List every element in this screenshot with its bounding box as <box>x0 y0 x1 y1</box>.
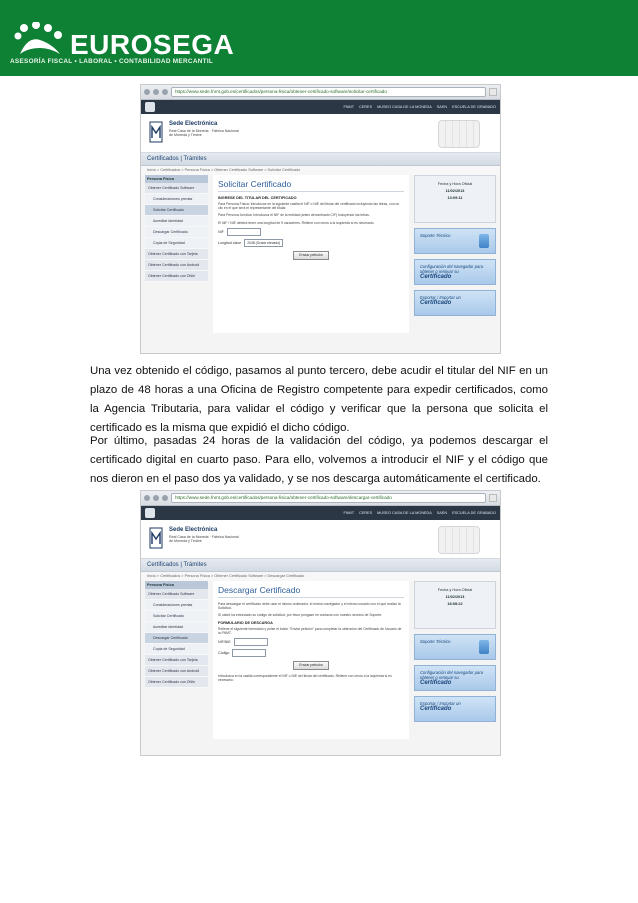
browser-config-button[interactable] <box>414 665 496 691</box>
menu-icon[interactable] <box>489 88 497 96</box>
reload-icon[interactable] <box>162 495 168 501</box>
official-date: 11/02/2013 <box>445 189 465 193</box>
section-title: FORMULARIO DE DESCARGA <box>218 620 273 625</box>
export-import-button[interactable] <box>414 290 496 316</box>
back-icon[interactable] <box>144 89 150 95</box>
browser-toolbar <box>141 491 500 506</box>
breadcrumb: Inicio > Certificados > Persona Física > Obtener Certificado Software > Descargar Certificado <box>141 572 500 581</box>
sidebar-item[interactable]: Acreditar identidad <box>145 216 208 227</box>
brand-name: EUROSEGA <box>70 29 235 60</box>
main-menu[interactable]: Certificados | Trámites <box>141 153 500 166</box>
topnav-item[interactable]: CERES <box>359 511 373 515</box>
back-icon[interactable] <box>144 495 150 501</box>
export-import-button[interactable] <box>414 696 496 722</box>
page-content <box>141 175 500 333</box>
export-import-label: Exportar / Importar un <box>420 701 461 706</box>
browser-config-strong: Certificado <box>420 274 452 280</box>
body-text: Rellene el siguiente formulario y pulse el botón "Enviar petición" para completar la obtención del Certificado de Usuario de la FNMT. <box>218 626 402 635</box>
sidebar-item[interactable]: Acreditar identidad <box>145 622 208 633</box>
topnav-item[interactable]: ESCUELA DE GRABADO <box>452 105 496 109</box>
screenshot-solicitar <box>140 84 501 354</box>
official-time: 13:09:11 <box>447 196 463 200</box>
support-button[interactable] <box>414 228 496 254</box>
site-topbar <box>141 100 500 114</box>
right-column <box>414 175 496 333</box>
date-label: Fecha y Hora Oficial <box>437 182 473 186</box>
sidebar-item[interactable]: Copia de Seguridad <box>145 238 208 249</box>
official-date: 11/02/2013 <box>445 595 465 599</box>
nif-field-row <box>218 228 404 236</box>
key-length-row <box>218 239 404 247</box>
browser-toolbar <box>141 85 500 100</box>
send-request-button[interactable]: Enviar petición <box>293 251 329 260</box>
sidebar-item[interactable]: Obtener Certificado con Tarjeta <box>145 655 208 666</box>
reload-icon[interactable] <box>162 89 168 95</box>
brand-tagline: ASESORÍA FISCAL • LABORAL • CONTABILIDAD MERCANTIL <box>10 58 214 65</box>
section-title: INGRESE DEL TITULAR DEL CERTIFICADO <box>218 196 297 200</box>
key-length-label: Longitud clave <box>218 240 242 245</box>
sidebar-item[interactable]: Solicitar Certificado <box>145 611 208 622</box>
page-title: Descargar Certificado <box>218 585 404 598</box>
sede-subtitle: Real Casa de la Moneda · Fábrica Nacional de Moneda y Timbre <box>169 535 239 544</box>
main-panel <box>213 175 409 333</box>
topnav-item[interactable]: MUSEO CASA DE LA MONEDA <box>377 105 432 109</box>
sede-header <box>141 520 500 559</box>
support-label: Soporte Técnico <box>420 233 451 238</box>
fnmt-emblem-icon <box>149 526 163 550</box>
menu-icon[interactable] <box>489 494 497 502</box>
sidebar-item-active[interactable]: Solicitar Certificado <box>145 205 208 216</box>
sidebar-item[interactable]: Obtener Certificado con Android <box>145 260 208 271</box>
sidebar-item[interactable]: Obtener Certificado con DNIe <box>145 677 208 688</box>
date-label: Fecha y Hora Oficial <box>437 588 473 592</box>
nif-input[interactable] <box>227 228 261 236</box>
nif-field-row <box>218 638 404 646</box>
topnav-item[interactable]: SAEN <box>436 511 448 515</box>
sede-subtitle: Real Casa de la Moneda · Fábrica Nacional de Moneda y Timbre <box>169 129 239 138</box>
topnav-item[interactable]: FNMT <box>343 511 355 515</box>
browser-config-strong: Certificado <box>420 680 452 686</box>
nif-input[interactable] <box>234 638 268 646</box>
topnav-item[interactable]: ESCUELA DE GRABADO <box>452 511 496 515</box>
support-button[interactable] <box>414 634 496 660</box>
support-label: Soporte Técnico <box>420 639 451 644</box>
paragraph-validation: Una vez obtenido el código, pasamos al punto tercero, debe acudir el titular del NIF en un plazo de 48 horas a una Oficina de Registro competente para expedir certificados, como la Agencia Tributaria, para validar el código y verificar que la persona que solicita el certificado es la misma que expidió el dicho código. <box>90 365 548 434</box>
browser-config-label: Configuración del navegador para obtener o renovar su <box>420 670 484 680</box>
body-text: Para Persona Jurídica: Introduzca el NIF de la entidad (antes denominado CIF) incluyendo las letras. <box>218 213 370 218</box>
forward-icon[interactable] <box>153 495 159 501</box>
sidebar-item[interactable]: Obtener Certificado Software <box>145 183 208 194</box>
body-text: Si usted ha extraviado su código de solicitud, por favor póngase en contacto con nuestro servicio de Soporte. <box>218 613 383 618</box>
body-text: El NIF / NIE deberá tener una longitud de 9 caracteres. Rellene con ceros a la izquierda si es necesario. <box>218 220 375 225</box>
card-chip-icon <box>438 120 480 148</box>
eurosega-logo-icon <box>14 22 66 58</box>
page-content <box>141 581 500 739</box>
crest-icon <box>145 508 155 518</box>
page-title: Solicitar Certificado <box>218 179 404 192</box>
sidebar-item[interactable]: Obtener Certificado Software <box>145 589 208 600</box>
main-panel <box>213 581 409 739</box>
address-bar[interactable]: https://www.sede.fnmt.gob.es/certificados/persona-fisica/obtener-certificado-software/solicitar-certificado <box>171 87 486 97</box>
right-column <box>414 581 496 739</box>
nif-label: NIF <box>218 229 224 234</box>
sede-title: Sede Electrónica <box>169 527 218 533</box>
export-import-strong: Certificado <box>420 300 452 306</box>
body-text: Para Persona Física: Introduzca en la siguiente casilla el NIF o NIE del titular del certificado incluyendo las letras, con un clic en el que será el representante del titular. <box>218 202 400 211</box>
topnav-item[interactable]: CERES <box>359 105 373 109</box>
sede-title: Sede Electrónica <box>169 121 218 127</box>
topnav-item[interactable]: FNMT <box>343 105 355 109</box>
code-field-row <box>218 649 404 657</box>
breadcrumb: Inicio > Certificados > Persona Física > Obtener Certificado Software > Solicitar Certificado <box>141 166 500 175</box>
sede-header <box>141 114 500 153</box>
sidebar-item-active[interactable]: Descargar Certificado <box>145 633 208 644</box>
export-import-strong: Certificado <box>420 706 452 712</box>
support-icon <box>479 234 489 248</box>
sidebar-header: Persona Física <box>145 581 208 589</box>
official-date-box <box>414 581 496 629</box>
card-chip-icon <box>438 526 480 554</box>
fnmt-emblem-icon <box>149 120 163 144</box>
top-nav <box>343 511 496 515</box>
site-topbar <box>141 506 500 520</box>
sidebar-item[interactable]: Copia de Seguridad <box>145 644 208 655</box>
code-label: Código <box>218 651 230 656</box>
body-text: Para descargar el certificado debe usar el mismo ordenador, el mismo navegador y el mismo usuario con el que realizó la Solicitud. <box>218 602 401 611</box>
browser-config-label: Configuración del navegador para obtener o renovar su <box>420 264 484 274</box>
paragraph-download: Por último, pasadas 24 horas de la validación del código, ya podemos descargar el certificado digital en cuarto paso. Para ello, volvemos a introducir el NIF y el código que nos dieron en el paso dos ya validado, y se nos descarga automáticamente el certificado. <box>90 435 548 485</box>
sidebar-item[interactable]: Obtener Certificado con DNIe <box>145 271 208 282</box>
sidebar-item[interactable]: Consideraciones previas <box>145 194 208 205</box>
official-time: 18:08:22 <box>447 602 463 606</box>
code-input[interactable] <box>232 649 266 657</box>
body-text: Introduzca en la casilla correspondiente el NIF o NIE del titular del certificado. Rellene con ceros a la izquierda si es necesario. <box>218 674 392 683</box>
nif-label: NIF/NIE <box>218 640 231 645</box>
screenshot-descargar <box>140 490 501 756</box>
crest-icon <box>145 102 155 112</box>
main-menu[interactable]: Certificados | Trámites <box>141 559 500 572</box>
send-request-button[interactable]: Enviar petición <box>293 661 329 670</box>
sidebar-item[interactable]: Descargar Certificado <box>145 227 208 238</box>
export-import-label: Exportar / Importar un <box>420 295 461 300</box>
sidebar-item[interactable]: Obtener Certificado con Tarjeta <box>145 249 208 260</box>
support-icon <box>479 640 489 654</box>
key-length-select[interactable]: 2048 (Grado elevado) <box>244 239 283 247</box>
sidebar <box>145 581 208 739</box>
topnav-item[interactable]: MUSEO CASA DE LA MONEDA <box>377 511 432 515</box>
browser-config-button[interactable] <box>414 259 496 285</box>
address-bar[interactable]: https://www.sede.fnmt.gob.es/certificados/persona-fisica/obtener-certificado-software/descargar-certificado <box>171 493 486 503</box>
header-banner <box>0 0 638 76</box>
topnav-item[interactable]: SAEN <box>436 105 448 109</box>
sidebar-item[interactable]: Consideraciones previas <box>145 600 208 611</box>
sidebar-item[interactable]: Obtener Certificado con Android <box>145 666 208 677</box>
sidebar-header: Persona Física <box>145 175 208 183</box>
sidebar <box>145 175 208 333</box>
top-nav <box>343 105 496 109</box>
official-date-box <box>414 175 496 223</box>
forward-icon[interactable] <box>153 89 159 95</box>
